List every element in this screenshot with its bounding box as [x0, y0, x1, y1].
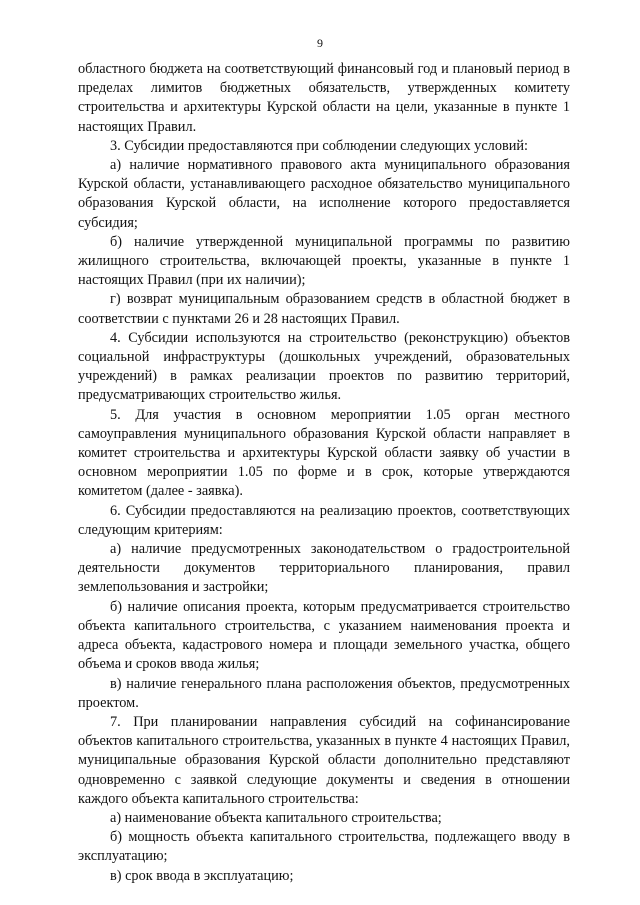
page-number: 9: [317, 36, 323, 50]
paragraph: 4. Субсидии используются на строительство (реконструкцию) объектов социальной инфраструктуры (дошкольных учреждений, образовательных учреждений) в рамках реализации проектов по развитию территорий, предусматривающих строительство жилья.: [78, 329, 570, 404]
paragraph: областного бюджета на соответствующий финансовый год и плановый период в пределах лимитов бюджетных обязательств, утвержденных комитету строительства и архитектуры Курской области на цели, указанные в пункте 1 настоящих Правил.: [78, 61, 570, 135]
paragraph: в) наличие генерального плана расположения объектов, предусмотренных проектом.: [78, 675, 570, 711]
paragraph: а) наличие предусмотренных законодательством о градостроительной деятельности документов территориального планирования, правил землепользования и застройки;: [78, 541, 570, 596]
paragraph: в) срок ввода в эксплуатацию;: [110, 867, 294, 884]
paragraph: б) наличие описания проекта, которым предусматривается строительство объекта капитального строительства, с указанием наименования проекта и адреса объекта, кадастрового номера и площади земельного участка, общего объема и сроков ввода жилья;: [78, 598, 570, 673]
paragraph: а) наличие нормативного правового акта муниципального образования Курской области, устанавливающего расходное обязательство муниципального образования Курской области, на исполнение которого предоставляется субсидия;: [78, 157, 570, 231]
document-body: [78, 60, 570, 886]
paragraph: г) возврат муниципальным образованием средств в областной бюджет в соответствии с пунктами 26 и 28 настоящих Правил.: [78, 291, 570, 327]
paragraph: 3. Субсидии предоставляются при соблюдении следующих условий:: [110, 137, 528, 154]
paragraph: 6. Субсидии предоставляются на реализацию проектов, соответствующих следующим критериям:: [78, 502, 570, 538]
paragraph: а) наименование объекта капитального строительства;: [110, 809, 442, 826]
paragraph: 5. Для участия в основном мероприятии 1.05 орган местного самоуправления муниципального образования Курской области направляет в комитет строительства и архитектуры Курской области заявку об участии в основном мероприятии 1.05 по форме и в срок, которые утверждаются комитетом (далее - заявка).: [78, 406, 570, 500]
paragraph: 7. При планировании направления субсидий на софинансирование объектов капитального строительства, указанных в пункте 4 настоящих Правил, муниципальные образования Курской области дополнительно представляют одновременно с заявкой следующие документы и сведения в отношении каждого объекта капитального строительства:: [78, 713, 570, 807]
paragraph: б) наличие утвержденной муниципальной программы по развитию жилищного строительства, включающей проекты, указанные в пункте 1 настоящих Правил (при их наличии);: [78, 233, 570, 289]
paragraph: б) мощность объекта капитального строительства, подлежащего вводу в эксплуатацию;: [78, 829, 570, 865]
